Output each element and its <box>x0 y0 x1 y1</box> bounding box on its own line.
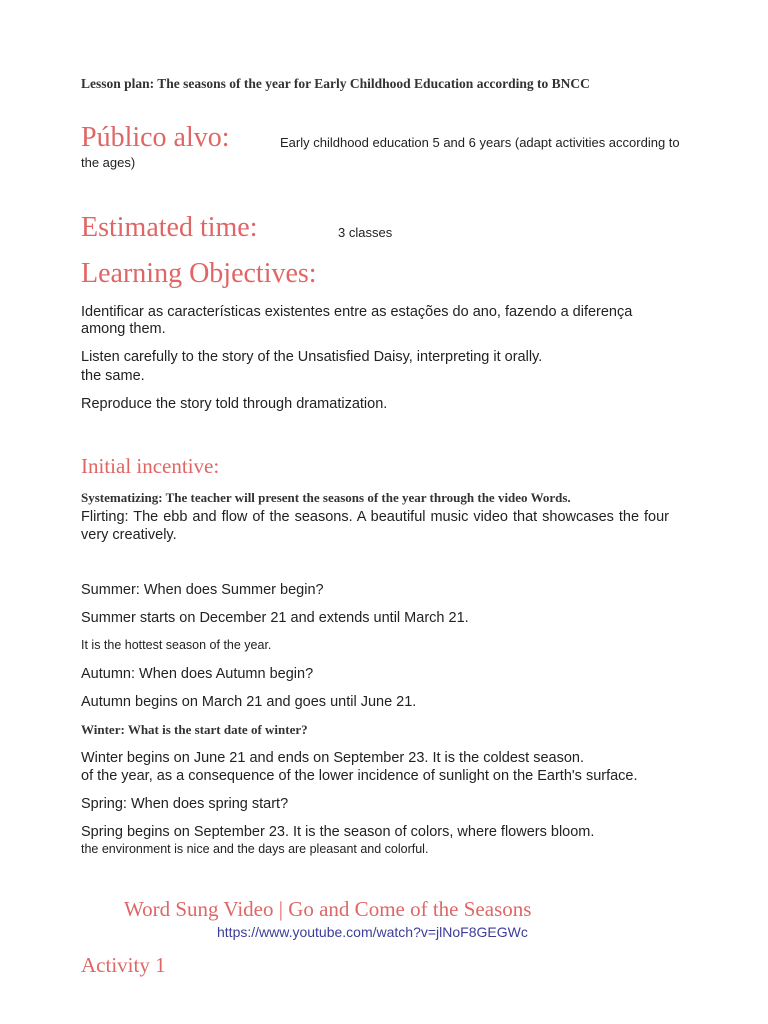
document-title: Lesson plan: The seasons of the year for Early Childhood Education according to BNCC <box>81 76 590 91</box>
spring-answer-line-2: the environment is nice and the days are pleasant and colorful. <box>81 842 429 856</box>
objective-1-line-2: among them. <box>81 321 166 337</box>
autumn-question: Autumn: When does Autumn begin? <box>81 666 314 682</box>
incentive-systematizing: Systematizing: The teacher will present the seasons of the year through the video Words. <box>81 490 571 505</box>
objectives-heading: Learning Objectives: <box>81 258 317 289</box>
incentive-heading: Initial incentive: <box>81 454 220 478</box>
objective-3: Reproduce the story told through dramatization. <box>81 396 388 412</box>
video-link[interactable]: https://www.youtube.com/watch?v=jlNoF8GEGWc <box>217 924 528 940</box>
activity-heading: Activity 1 <box>81 953 166 977</box>
video-title: Word Sung Video | Go and Come of the Seasons <box>124 897 532 921</box>
summer-answer: Summer starts on December 21 and extends until March 21. <box>81 610 469 626</box>
audience-text-first: Early childhood education 5 and 6 years (adapt activities according to <box>280 135 680 150</box>
summer-question: Summer: When does Summer begin? <box>81 582 324 598</box>
winter-question: Winter: What is the start date of winter? <box>81 722 308 737</box>
objective-1-line-1: Identificar as características existentes entre as estações do ano, fazendo a diferença <box>81 304 633 320</box>
objective-2-line-1: Listen carefully to the story of the Unsatisfied Daisy, interpreting it orally. <box>81 349 543 365</box>
winter-answer-line-2: of the year, as a consequence of the lower incidence of sunlight on the Earth's surface. <box>81 768 638 784</box>
incentive-flirting-line-2: very creatively. <box>81 527 177 543</box>
incentive-flirting-line-1: Flirting: The ebb and flow of the seasons. A beautiful music video that showcases the four <box>81 509 669 525</box>
spring-question: Spring: When does spring start? <box>81 796 289 812</box>
time-heading: Estimated time: <box>81 212 258 243</box>
winter-answer-line-1: Winter begins on June 21 and ends on September 23. It is the coldest season. <box>81 750 584 766</box>
audience-text-second: the ages) <box>81 155 136 170</box>
audience-heading: Público alvo: <box>81 122 230 153</box>
time-value: 3 classes <box>338 225 393 240</box>
spring-answer-line-1: Spring begins on September 23. It is the season of colors, where flowers bloom. <box>81 824 595 840</box>
summer-note: It is the hottest season of the year. <box>81 638 272 652</box>
objective-2-line-2: the same. <box>81 368 145 384</box>
autumn-answer: Autumn begins on March 21 and goes until June 21. <box>81 694 417 710</box>
